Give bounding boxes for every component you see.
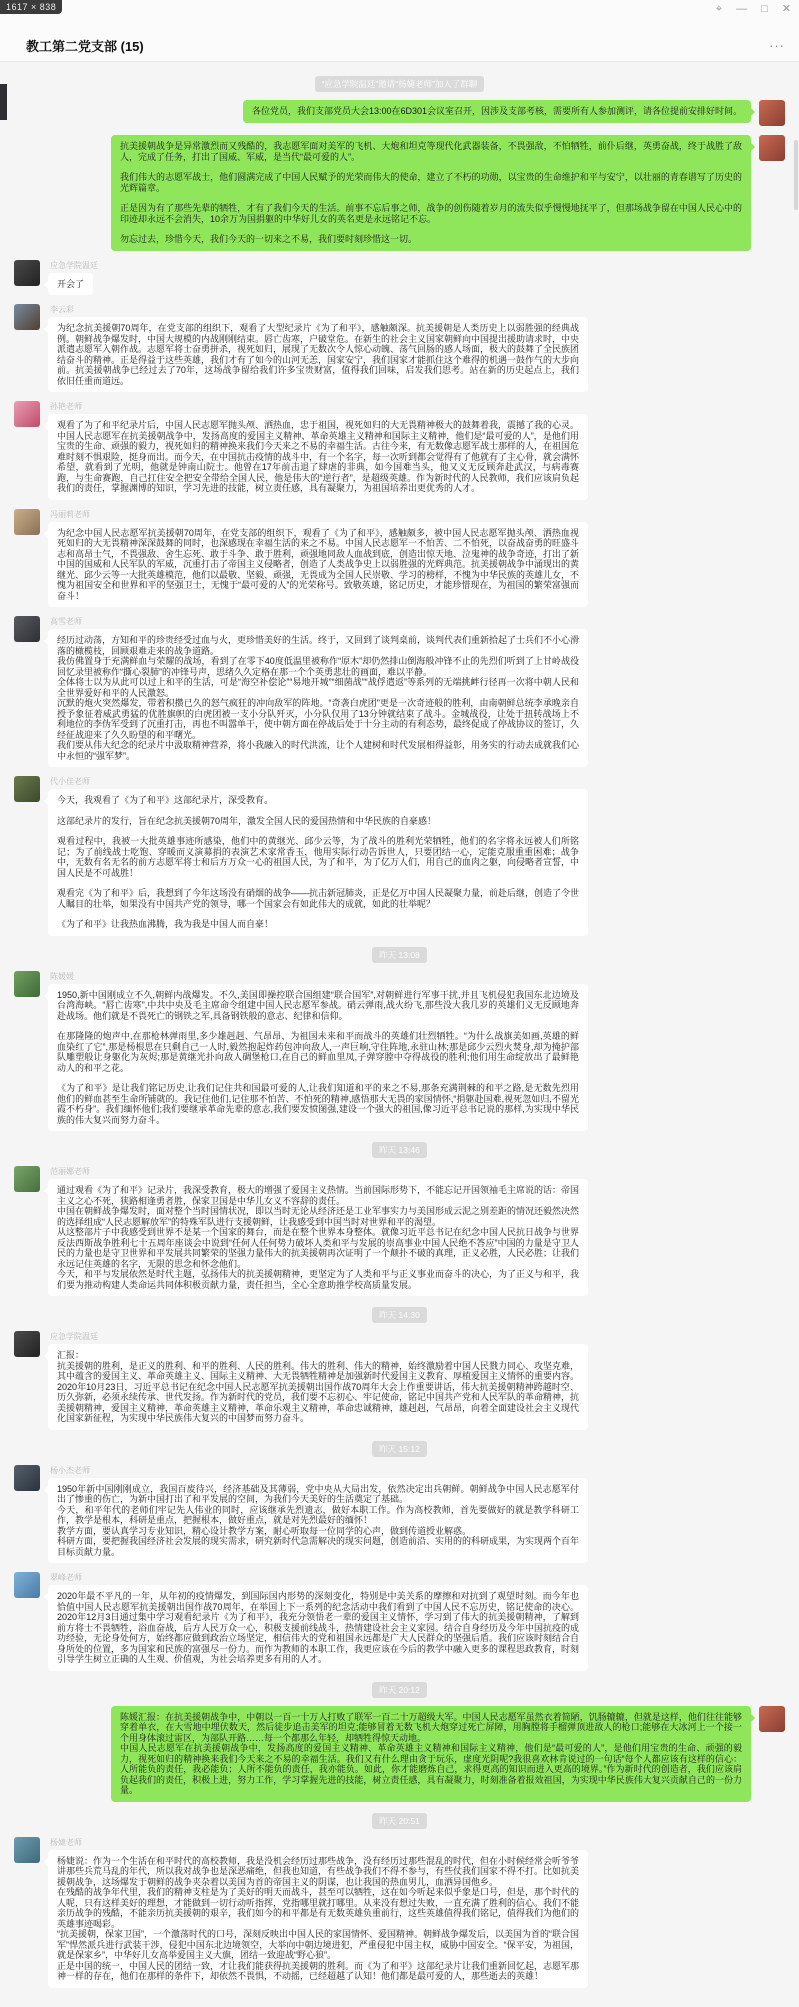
message-row bbox=[14, 509, 785, 608]
message-bubble[interactable] bbox=[48, 317, 588, 392]
message-row bbox=[14, 260, 785, 296]
size-badge: 1617 × 838 bbox=[0, 0, 62, 14]
sender-name: 翠峰老师 bbox=[50, 1573, 82, 1582]
time-divider-text: 昨天 13:08 bbox=[372, 947, 427, 963]
message-paragraph: 在那隆隆的炮声中,在那枪林弹雨里,多少雄赳赳、气昂昂、为祖国未来和平而战斗的英雄们壮烈牺牲。“为什么战旗美如画,英雄的鲜血染红了它”,那是杨根思在只剩自己一人时,毅然抱起炸药包冲向敌人,一声巨响,守住阵地,永驻山林;那是邱少云烈火焚身,却为掩护部队雕塑般让身躯化为灰烬;那是黄继光扑向敌人碉堡枪口,在自己的鲜血里凤,子弹穿膛中夺得战役的胜利;他们用生命绽放出了最鲜艳动人的和平之花。 bbox=[57, 1031, 579, 1073]
message-paragraph: 中国人民志愿军在抗美援朝战争中，发扬高度的爱国主义精神、革命英雄主义精神和国际主义精神，他们是“最可爱的人”，是他们用宝贵的生命、顽强的毅力，视死如归的精神换来我们今天来之不易的幸福生活。我们又有什么理由贪于玩乐，虚度光阴呢?我很喜欢林肯说过的一句话“每个人都应该有这样的信心：人所能负的责任，我必能负；人所不能负的责任，我亦能负。如此，你才能磨炼自己，求得更高的知识而进入更高的境界。”作为新时代的创造者，我们应该肩负起我们的责任，积极上进，努力工作，学习掌握先进的技能，树立责任感，具有凝聚力，时刻准备着报效祖国，为实现中华民族伟大复兴贡献自己的一份力量。 bbox=[120, 1743, 742, 1795]
scrollbar-thumb[interactable] bbox=[794, 140, 798, 210]
close-icon[interactable]: ✕ bbox=[781, 3, 791, 15]
sender-name: 冯丽莉老师 bbox=[50, 509, 90, 519]
time-divider-text: 昨天 13:46 bbox=[372, 1142, 427, 1158]
message-paragraph: 杨婕说：作为一个生活在和平时代的高校教师，我是没机会经历过那些战争，没有经历过那些混乱的时代，但在小时候经常会听爷爷讲那些兵荒马乱的年代，所以我对战争也是深恶痛绝，但我也知道，有些战争我们不得不参与，有些仗我们国家不得不打。比如抗美援朝战争，这场爆发于朝鲜的战争夹杂着以美国为首的帝国主义的阴谋，也让我国的热血男儿，血洒异国他乡。 bbox=[57, 1855, 580, 1887]
message-bubble[interactable] bbox=[48, 984, 588, 1132]
sender-name: 应急学院温廷 bbox=[50, 260, 98, 270]
sender-name: 陈媛媛 bbox=[50, 971, 74, 981]
sender-name: 杨婕老师 bbox=[50, 1837, 82, 1847]
message-paragraph: 今天，和平年代的老师们牢记先人伟业的同时，应该继承先烈遗志，做好本职工作。作为高校教师，首先要做好的就是教学科研工作，教学是根本，科研是重点，把握根本，做好重点，就是对先烈最好的缅怀！ bbox=[57, 1504, 579, 1525]
message-paragraph: 汇报： bbox=[57, 1350, 85, 1360]
message-bubble[interactable] bbox=[48, 414, 588, 500]
system-notice bbox=[0, 74, 799, 92]
message-paragraph: 抗美援朝战争是异常激烈而又残酷的，我志愿军面对美军的飞机、大炮和坦克等现代化武器装备，不畏强敌，不怕牺牲，前仆后继，英勇奋战，终于战胜了敌人，完成了任务，打出了国威、军威，是当代“最可爱的人”。 bbox=[120, 141, 742, 162]
message-row bbox=[14, 1572, 785, 1671]
system-notice-text: “应急学院温廷”邀请“杨婕老师”加入了群聊 bbox=[315, 76, 485, 92]
message-bubble[interactable] bbox=[48, 789, 588, 936]
time-divider-text: 昨天 15:12 bbox=[372, 1441, 427, 1457]
message-row bbox=[14, 401, 785, 500]
message-bubble[interactable] bbox=[48, 522, 588, 608]
message-paragraph: 全体将士以为从此可以过上和平的生活，可是“海空补偿论”“易地开城”“细菌战”“战俘遣返”等系列的无端挑衅行径再一次将中朝人民和全世界爱好和平的人民激怒。 bbox=[57, 677, 579, 698]
message-row bbox=[14, 1465, 785, 1564]
message-paragraph: 中国在朝鲜战争爆发时，面对整个当时国情状况，即以当时无论从经济还是工业军事实力与美国形成云泥之别差距的情况还毅然决然的选择组成“人民志愿解放军”的特殊军队进行支援朝鲜，让我感受到中国当时对世界和平的渴望。 bbox=[57, 1206, 580, 1227]
message-bubble[interactable] bbox=[111, 135, 751, 251]
message-row bbox=[14, 135, 785, 251]
chat-title: 教工第二党支部 (15) bbox=[26, 39, 144, 54]
avatar[interactable] bbox=[14, 1572, 40, 1598]
message-row bbox=[14, 776, 785, 936]
titlebar bbox=[0, 0, 799, 34]
message-row bbox=[14, 1166, 785, 1296]
message-bubble[interactable] bbox=[48, 629, 588, 767]
sender-name: 李云彩 bbox=[50, 305, 74, 314]
time-divider bbox=[0, 1680, 799, 1698]
avatar[interactable] bbox=[14, 304, 40, 330]
message-paragraph: 各位党员，我们支部党员大会13:00在6D301会议室召开，因涉及支部考核，需要所有人参加测评，请各位提前安排好时间。 bbox=[251, 106, 742, 116]
time-divider-text: 昨天 20:51 bbox=[372, 1813, 427, 1829]
message-paragraph: 开会了 bbox=[57, 278, 85, 289]
message-row bbox=[14, 616, 785, 767]
message-bubble[interactable] bbox=[48, 1478, 588, 1564]
message-paragraph: 这部纪录片的发行，旨在纪念抗美援朝70周年，激发全国人民的爱国热情和中华民族的自豪感！ bbox=[57, 815, 437, 826]
window-controls bbox=[716, 3, 791, 15]
message-paragraph: 《为了和平》让我热血沸腾，我为我是中国人而自豪！ bbox=[57, 919, 274, 929]
sender-name: 孙艳老师 bbox=[50, 402, 82, 411]
message-paragraph: 观看过程中，我被一大批英雄事迹所感染，他们中的黄继光、邱少云等，为了战斗的胜利光荣牺牲，他们的名字将永远被人们所铭记；为了前线战士吃饱、穿暖而义演募捐的表演艺术家常香玉，他用实际行动告诉世人，只要团结一心，定能克服重重困难；战争中，无数有名无名的前方志愿军将士和后方万众一心的祖国人民，为了和平，为了亿万人们，用自己的血肉之躯，向侵略者宣誓，中国人民是不可战胜！ bbox=[57, 836, 580, 878]
message-paragraph: 勿忘过去，珍惜今天，我们今天的一切来之不易，我们要时刻珍惜这一切。 bbox=[120, 234, 418, 244]
message-bubble[interactable] bbox=[48, 1344, 588, 1430]
message-paragraph: 经历过动荡，方知和平的珍贵经受过血与火，更珍惜美好的生活。终于，又回到了谈判桌前，谈判代表们重新拾起了士兵们不小心滑落的橄榄枝，回顾艰难走来的战争道路。 bbox=[57, 635, 580, 656]
sender-name: 范丽娜老师 bbox=[50, 1167, 90, 1176]
maximize-icon[interactable]: □ bbox=[761, 3, 768, 15]
avatar[interactable] bbox=[14, 1837, 40, 1863]
message-bubble[interactable] bbox=[48, 273, 93, 296]
message-paragraph: 为纪念抗美援朝70周年，在党支部的组织下，观看了大型纪录片《为了和平》，感触颇深。抗美援朝是人类历史上以弱胜强的经典战例。朝鲜战争爆发时，中国大规模的内战刚刚结束。唇亡齿寒，户破堂危。在新生的社会主义国家朝鲜向中国提出援助请求时，中央派遣志愿军入朝作战。志愿军将士奋勇拼杀，视死如归，展现了无数次令人惊心动魄、荡气回肠的感人场面，极大的鼓舞了全民族团结奋斗的精神。正是得益于这些英雄，我们才有了如今的山河无恙，国家安宁，我们国家才能抓住这个难得的机遇一鼓作气的大步向前。抗美援朝战争已经过去了70年，这场战争留给我们许多宝贵财富，值得我们回味，启发我们思考。站在新的历史起点上，我们依旧任重而道远。 bbox=[57, 323, 580, 386]
avatar[interactable] bbox=[759, 135, 785, 161]
avatar[interactable] bbox=[14, 971, 40, 997]
message-row bbox=[14, 971, 785, 1132]
message-paragraph: 在残酷的战争年代里，我们的精神支柱是为了美好的明天而战斗，甚至可以牺牲，这在如今听起来似乎象是口号，但是，那个时代的人呢，只有这样美好的理想，才能做到一切行动听指挥，党指哪里就打哪里。从来没有想过失败，一直充满了胜利的信心。我们不能亲历战争的残酷，不能亲历抗美援朝的艰辛，我们如今的和平都是有无数英雄负重前行，这些英雄值得我们铭记，值得我们为他们的英雄事迹喝彩。 bbox=[57, 1887, 580, 1929]
sender-name: 杨小杰老师 bbox=[50, 1465, 90, 1475]
message-paragraph: 通过观看《为了和平》记录片，我深受教育，极大的增强了爱国主义热情。当前国际形势下，不能忘记开国领袖毛主席说的话：帝国主义之心不死，狭路相逢勇者胜，保家卫国是中华儿女义不容辞的责任。 bbox=[57, 1185, 580, 1206]
message-bubble[interactable] bbox=[48, 1585, 588, 1671]
more-menu-icon[interactable]: ··· bbox=[769, 38, 785, 53]
message-paragraph: 教学方面，要认真学习专业知识，精心设计教学方案，耐心听取每一位同学的心声，做到传道授业解惑。 bbox=[57, 1525, 472, 1536]
message-list bbox=[0, 62, 799, 2007]
message-bubble[interactable] bbox=[111, 1706, 751, 1802]
sidebar-edge bbox=[0, 84, 7, 120]
message-paragraph: 抗美援朝的胜利，是正义的胜利、和平的胜利、人民的胜利。伟大的胜利、伟大的精神，始终激励着中国人民戮力同心、攻坚克难，其中蕴含的爱国主义、革命英雄主义、国际主义精神、大无畏牺牲精神是加强新时代爱国主义教育、厚植爱国主义情怀的重要内容。 bbox=[57, 1360, 580, 1381]
message-paragraph: 我仿佛置身于充满鲜血与荣耀的战场，看到了在零下40度低温里被称作“原木”却仍然排山倒海般冲锋不止的先烈们听到了上甘岭战役回忆录里被称作“撕心裂肺”的冲锋号声，思绪久久定格在那一个个英勇悲壮的画面，难以平静。 bbox=[57, 656, 579, 677]
message-row bbox=[14, 1837, 785, 1988]
avatar[interactable] bbox=[759, 100, 785, 126]
chat-header bbox=[0, 34, 799, 62]
avatar[interactable] bbox=[14, 1331, 40, 1357]
sender-name: 代小佳老师 bbox=[50, 777, 90, 786]
message-paragraph: 正是中国的统一，中国人民的团结一致，才让我们能获得抗美援朝的胜利。而《为了和平》这部纪录片让我们重新回忆起，志愿军那神一样的存在，他们在那样的条件下，却依然不畏惧，不动摇，已经超越了认知！他们都是最可爱的人，那些逝去的英雄！ bbox=[57, 1960, 580, 1981]
message-paragraph: “抗美援朝，保家卫国”，一个激荡时代的口号，深刻反映出中国人民的家国情怀、爱国精神。朝鲜战争爆发后，以美国为首的“联合国军”悍然派兵进行武装干涉，侵犯中国东北边境领空，大举向中朝边境进犯，严重侵犯中国主权，威胁中国安全。“保平安，为祖国，就是保家乡”，中华好儿女高举爱国主义大旗，团结一致迎战“野心狼”。 bbox=[57, 1929, 579, 1960]
avatar[interactable] bbox=[14, 260, 40, 286]
avatar[interactable] bbox=[14, 1166, 40, 1192]
message-paragraph: 今天，我观看了《为了和平》这部纪录片，深受教育。 bbox=[57, 795, 274, 805]
time-divider bbox=[0, 945, 799, 963]
time-divider bbox=[0, 1140, 799, 1158]
message-paragraph: 《为了和平》是让我们铭记历史,让我们记住共和国最可爱的人,让我们知道和平的来之不易,那条充满荆棘的和平之路,是无数先烈用他们的鲜血甚至生命所铺就的。我记住他们,记住那不怕苦、不怕死的精神,感悟那大无畏的家国情怀,“捐躯赴国难,视死忽如归,不留光霞不朽身”。我们缅怀他们;我们要继承革命先辈的意志,我们要发愤图强,建设一个强大的祖国,像习近平总书记说的那样,为实现中华民族的伟大复兴而努力奋斗。 bbox=[57, 1083, 579, 1125]
message-bubble[interactable] bbox=[48, 1850, 588, 1988]
sender-name: 高雪老师 bbox=[50, 617, 82, 626]
message-paragraph: 观看完《为了和平》后，我想到了今年这场没有硝烟的战争——抗击新冠肺炎，正是亿万中国人民凝聚力量，前赴后继，创造了令世人瞩目的壮举，如果没有中国共产党的领导，哪一个国家会有如此伟大的成就，如此的壮举呢？ bbox=[57, 888, 580, 909]
message-bubble[interactable] bbox=[243, 100, 751, 123]
message-paragraph: 从这整部片子中我感受到世界不是某一个国家的舞台，而是在整个世界本身整体。就像习近平总书记在纪念中国人民抗日战争与世界反法西斯战争胜利七十五周年座谈会中说到“任何人任何势力破坏人类和平与发展的崇高事业中国人民绝不答应”中国的力量是守卫人民的力量也是守卫世界和平发展共同繁荣的坚强力量伟大的抗美援朝再次证明了一个颠扑不破的真理，正义必胜，人民必胜；让我们永远记住英雄的名字，无限的思念和怀念他们。 bbox=[57, 1227, 580, 1269]
time-divider-text: 昨天 14:30 bbox=[372, 1307, 427, 1323]
message-paragraph: 1950年新中国刚刚成立，我国百废待兴，经济基础及其薄弱，党中央从大局出发，依然决定出兵朝鲜。朝鲜战争中国人民志愿军付出了惨重的伤亡，为新中国打出了和平发展的空间，为我们今天美好的生活奠定了基础。 bbox=[57, 1483, 579, 1504]
message-row bbox=[14, 1706, 785, 1802]
message-row bbox=[14, 100, 785, 126]
message-paragraph: 观看了为了和平纪录片后，中国人民志愿军抛头颅、洒热血，忠于祖国，视死如归的大无畏精神极大的鼓舞着我，震撼了我的心灵。中国人民志愿军在抗美援朝战争中，发扬高度的爱国主义精神、革命英雄主义精神和国际主义精神，他们是“最可爱的人”，是他们用宝贵的生命、顽强的毅力，视死如归的精神换来我们今天来之不易的幸福生活。古往今来，有无数像志愿军战士那样的人，在祖国危难时刻不惧艰险，挺身而出。而今天，在中国抗击疫情的战斗中，有一个名字，每一次听到都会觉得有了他就有了主心骨，就会满怀希望，就看到了光明，他就是钟南山院士。他曾在17年前击退了肆虐的非典，如今国难当头，他又义无反顾奔赴武汉，与病毒赛跑，与生命赛跑，自己扛住安全把安全带给全国人民，他是伟大的“逆行者”，是超级英雄。作为新时代的人民教师，我们应该肩负起我们的责任，掌握渊博的知识，学习先进的技能，树立责任感，具有凝聚力，为祖国培养出更优秀的人才。 bbox=[57, 420, 580, 493]
message-paragraph: 沉默的炮火突然爆发，带着积攒已久的怒气疯狂的冲向敌军的阵地。“奇袭白虎团”更是一次奇迹般的胜利，由南朝鲜总统李承晚亲自授予象征着威武勇猛的优胜旗帜的白虎团被一支小分队歼灭，小分队仅用了13分钟就结束了战斗。金城战役，让处于扭转战场上不利地位的李伪军受到了沉重打击，再也不叫嚣单干，使中朝方面在停战后处于十分主动的有利态势，最终促成了停战协议的签订，久经征战迎来了久久盼望的和平曙光。 bbox=[57, 698, 580, 740]
avatar[interactable] bbox=[759, 1706, 785, 1732]
message-paragraph: 陈媛汇报：在抗美援朝战争中，中朝以一百一十万人打败了联军一百二十万超级大军。中国人民志愿军虽然衣着简陋，饥肠辘辘，但就是这样，他们往往能够穿着单衣，在大雪地中埋伏数天，然后徒步追击美军的坦克;能够冒着无数飞机大炮穿过死亡屏障，用胸膛将手榴弹顶进敌人的枪口;能够在大冰河上一个接一个用身体滚过雷区，为部队开路……每一个都那么年轻，却牺牲得惊天动地。 bbox=[120, 1711, 742, 1743]
message-paragraph: 今天，和平与发展依然是时代主题，弘扬伟大的抗美援朝精神，更坚定为了人类和平与正义事业而奋斗的决心，为了正义与和平，我们要为推动构建人类命运共同体积极贡献力量，责任担当，全心全意助推学校高质量发展。 bbox=[57, 1269, 580, 1290]
avatar[interactable] bbox=[14, 1465, 40, 1491]
avatar[interactable] bbox=[14, 401, 40, 427]
time-divider-text: 昨天 20:12 bbox=[372, 1682, 427, 1698]
message-paragraph: 正是因为有了那些先辈的牺牲，才有了我们今天的生活。前事不忘后事之师，战争的创伤随着岁月的流失似乎慢慢地抚平了，但那场战争留在中国人民心中的印迹却永远不会消失，10余万为国捐躯的中华好儿女的英名更是永远铭记不忘。 bbox=[120, 203, 742, 224]
time-divider bbox=[0, 1811, 799, 1829]
message-paragraph: 我们要从伟大纪念的纪录片中汲取精神营养，将小我融入的时代洪流，让个人建树和时代发展相得益彰，用务实的行动去成就我们心中永恒的“强军梦”。 bbox=[57, 740, 580, 761]
message-paragraph: 我们伟大的志愿军战士，他们圆满完成了中国人民赋予的光荣而伟大的使命，建立了不朽的功勋，以宝贵的生命维护和平与安宁，以壮丽的青春谱写了历史的光辉篇章。 bbox=[120, 172, 742, 193]
avatar[interactable] bbox=[14, 616, 40, 642]
message-paragraph: 1950,新中国刚成立不久,朝鲜内战爆发。不久,美国即操控联合国组建“联合国军”,对朝鲜进行军事干扰,并且飞机侵犯我国东北边境及台湾海峡。“唇亡齿寒”,中共中央及毛主席命令组建中国人民志愿军参战。硝云弹雨,战火纷飞,那些没大我几岁的英雄们义无反顾地奔赴战场。他们就是不畏死亡的钢铁之军,具备钢铁般的意志、纪律和信仰。 bbox=[57, 989, 579, 1021]
avatar[interactable] bbox=[14, 776, 40, 802]
time-divider bbox=[0, 1305, 799, 1323]
avatar[interactable] bbox=[14, 509, 40, 535]
message-paragraph: 2020年最不平凡的一年，从年初的疫情爆发，到国际国内形势的深刻变化，特别是中美关系的摩擦和对抗到了观望时刻。而今年也恰值中国人民志愿军抗美援朝出国作战70周年，在举国上下一系列的纪念活动中我们看到了中国人民不忘历史，铭记使命的决心。2020年12月3日通过集中学习观看纪录片《为了和平》，我充分领悟老一辈的爱国主义情怀，学习到了伟大的抗美援朝精神，了解到前方将士不畏牺牲，浴血奋战，后方人民万众一心，积极支援前线战斗，热情建设社会主义家园。结合自身经历及今年中国抗疫的成功经验，无论身处何方，始终都应做到政治立场坚定，相信伟大的党和祖国永远都是广大人民群众的坚强后盾。我们应该时刻结合自身所处的位置，多为国家和民族的富强尽一份力。而作为教师的本职工作，我更应该在今后的教学中融入更多的课程思政教育，时刻引导学生树立正确的人生观、价值观，为社会培养更多有用的人才。 bbox=[57, 1591, 580, 1664]
pin-icon[interactable]: ⌖ bbox=[715, 3, 723, 15]
message-row bbox=[14, 304, 785, 392]
message-paragraph: 2020年10月23日，习近平总书记在纪念中国人民志愿军抗美援朝出国作战70周年大会上作重要讲话，伟大抗美援朝精神跨越时空、历久弥新，必须永续传承、世代发扬。作为新时代的党员，我们要不忘初心、牢记使命，铭记中国共产党和人民军队的革命精神，抗美援朝精神，爱国主义精神，革命英雄主义精神，革命乐观主义精神，革命忠诚精神，雄赳赳，气昂昂，向着全面建设社会主义现代化国家新征程，为实现中华民族伟大复兴的中国梦而努力奋斗。 bbox=[57, 1381, 580, 1423]
message-row bbox=[14, 1331, 785, 1430]
minimize-icon[interactable]: — bbox=[736, 3, 748, 15]
message-bubble[interactable] bbox=[48, 1179, 588, 1296]
message-paragraph: 为纪念中国人民志愿军抗美援朝70周年，在党支部的组织下，观看了《为了和平》，感触颇多，被中国人民志愿军抛头颅、洒热血视死如归的大无畏精神深深鼓舞的同时，也深感现在幸福生活的来之不易。中国人民志愿军一不怕苦、二不怕死，以奋战奋勇的旺盛斗志和高昂士气，不畏强敌、舍生忘死、敢于斗争、敢于胜利，顽强地同敌人血战到底，创造出惊天地、泣鬼神的战争奇迹，打出了新中国的国威和人民军队的军威，沉重打击了帝国主义侵略者，创造了人类战争史上以弱胜强的光辉典范。抗美援朝战争中涌现出的黄继光、邱少云等一大批英雄模范，他们以最敬、坚毅、顽强，无畏成为全国人民崇敬、学习的榜样，不愧为中华民族的英雄儿女，不愧为祖国安全和世界和平的坚强卫士，无愧于“最可爱的人”的光荣称号。致敬英雄，铭记历史，才能珍惜现在，为祖国的繁荣富强而奋斗！ bbox=[57, 527, 580, 601]
message-paragraph: 科研方面，要把握我国经济社会发展的现实需求，研究新时代急需解决的现实问题，创造前沿、实用的的科研成果，为实现两个百年目标贡献力量。 bbox=[57, 1536, 580, 1557]
sender-name: 应急学院温廷 bbox=[50, 1332, 98, 1341]
time-divider bbox=[0, 1439, 799, 1457]
